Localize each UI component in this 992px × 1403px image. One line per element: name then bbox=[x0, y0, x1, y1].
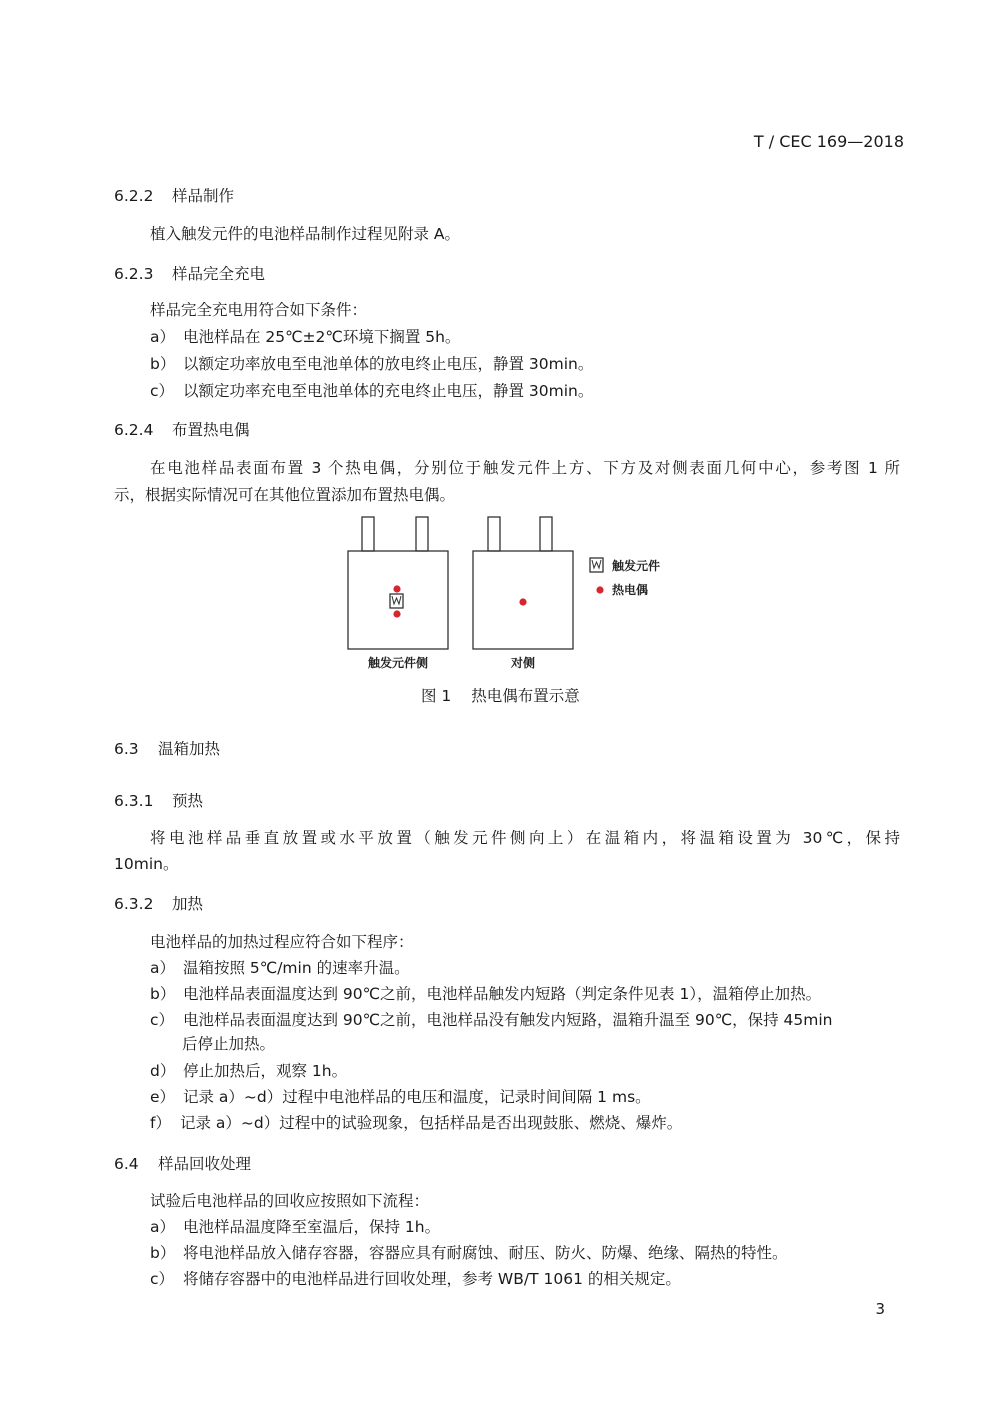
section-number: 6.3.1 bbox=[114, 792, 154, 810]
section-title: 预热 bbox=[172, 792, 204, 810]
list-item bbox=[150, 379, 593, 401]
paragraph: 植入触发元件的电池样品制作过程见附录 A。 bbox=[150, 225, 461, 243]
list-item bbox=[150, 1059, 347, 1081]
list-text: 温箱按照 5℃/min 的速率升温。 bbox=[183, 959, 410, 977]
section-number: 6.3.2 bbox=[114, 895, 154, 913]
figure-number: 图 1 bbox=[421, 687, 452, 705]
section-6-4-heading bbox=[114, 1152, 251, 1174]
section-6-2-3-heading bbox=[114, 262, 265, 284]
trigger-side-label: 触发元件侧 bbox=[367, 656, 429, 670]
list-marker: f） bbox=[150, 1114, 171, 1132]
thermocouple-dot-lower bbox=[393, 610, 400, 617]
list-text: 停止加热后，观察 1h。 bbox=[183, 1062, 348, 1080]
list-item bbox=[150, 1111, 682, 1133]
left-cell-tab-1 bbox=[362, 517, 374, 551]
list-item bbox=[150, 1008, 833, 1030]
section-number: 6.3 bbox=[114, 740, 139, 758]
section-6-2-4-heading bbox=[114, 418, 250, 440]
paragraph-line: 在电池样品表面布置 3 个热电偶，分别位于触发元件上方、下方及对侧表面几何中心，参考图 1 所 bbox=[150, 459, 900, 477]
legend-thermocouple-label: 热电偶 bbox=[612, 583, 649, 597]
list-item bbox=[150, 325, 460, 347]
list-item bbox=[150, 1241, 788, 1263]
list-marker: e） bbox=[150, 1088, 176, 1106]
section-6-3-2-heading bbox=[114, 892, 203, 914]
paragraph-line: 示，根据实际情况可在其他位置添加布置热电偶。 bbox=[114, 486, 456, 504]
right-cell-tab-2 bbox=[540, 517, 552, 551]
legend-thermocouple-dot bbox=[596, 586, 603, 593]
list-text: 以额定功率充电至电池单体的充电终止电压，静置 30min。 bbox=[183, 382, 594, 400]
thermocouple-dot-upper bbox=[393, 585, 400, 592]
list-item bbox=[150, 1085, 651, 1107]
list-item bbox=[150, 956, 410, 978]
trigger-element-icon bbox=[390, 594, 403, 608]
list-marker: c） bbox=[150, 1011, 175, 1029]
section-number: 6.2.4 bbox=[114, 421, 154, 439]
section-title: 温箱加热 bbox=[158, 740, 221, 758]
paragraph: 样品完全充电用符合如下条件： bbox=[150, 301, 368, 319]
list-text: 记录 a）~d）过程中电池样品的电压和温度，记录时间间隔 1 ms。 bbox=[183, 1088, 651, 1106]
section-6-3-1-heading bbox=[114, 789, 203, 811]
legend-trigger-label: 触发元件 bbox=[612, 559, 661, 573]
section-number: 6.4 bbox=[114, 1155, 139, 1173]
section-6-3-heading bbox=[114, 737, 220, 759]
section-title: 样品完全充电 bbox=[172, 265, 266, 283]
list-marker: a） bbox=[150, 959, 175, 977]
list-marker: a） bbox=[150, 328, 175, 346]
list-item-continuation: 后停止加热。 bbox=[182, 1035, 276, 1053]
section-title: 加热 bbox=[172, 895, 204, 913]
list-marker: b） bbox=[150, 1244, 176, 1262]
list-marker: d） bbox=[150, 1062, 176, 1080]
list-item bbox=[150, 352, 593, 374]
opposite-side-label: 对侧 bbox=[510, 656, 536, 670]
paragraph: 电池样品的加热过程应符合如下程序： bbox=[150, 933, 414, 951]
list-text: 将电池样品放入储存容器，容器应具有耐腐蚀、耐压、防火、防爆、绝缘、隔热的特性。 bbox=[183, 1244, 788, 1262]
right-cell-tab-1 bbox=[488, 517, 500, 551]
list-text: 电池样品在 25℃±2℃环境下搁置 5h。 bbox=[183, 328, 461, 346]
thermocouple-layout-figure bbox=[340, 512, 680, 674]
list-text: 电池样品表面温度达到 90℃之前，电池样品触发内短路（判定条件见表 1），温箱停止加热。 bbox=[183, 985, 822, 1003]
left-cell-tab-2 bbox=[416, 517, 428, 551]
list-item bbox=[150, 1267, 681, 1289]
list-text: 电池样品温度降至室温后，保持 1h。 bbox=[183, 1218, 441, 1236]
section-number: 6.2.2 bbox=[114, 187, 154, 205]
section-number: 6.2.3 bbox=[114, 265, 154, 283]
figure-caption bbox=[421, 684, 580, 706]
list-marker: c） bbox=[150, 382, 175, 400]
list-marker: b） bbox=[150, 985, 176, 1003]
list-text: 以额定功率放电至电池单体的放电终止电压，静置 30min。 bbox=[183, 355, 594, 373]
section-title: 布置热电偶 bbox=[172, 421, 250, 439]
list-text: 将储存容器中的电池样品进行回收处理，参考 WB/T 1061 的相关规定。 bbox=[183, 1270, 681, 1288]
list-text: 记录 a）~d）过程中的试验现象，包括样品是否出现鼓胀、燃烧、爆炸。 bbox=[180, 1114, 683, 1132]
trigger-side-cell bbox=[348, 551, 448, 649]
section-title: 样品制作 bbox=[172, 187, 235, 205]
section-title: 样品回收处理 bbox=[158, 1155, 252, 1173]
list-item bbox=[150, 1215, 440, 1237]
list-marker: a） bbox=[150, 1218, 175, 1236]
list-item bbox=[150, 982, 821, 1004]
paragraph-line: 10min。 bbox=[114, 855, 179, 873]
list-marker: b） bbox=[150, 355, 176, 373]
section-6-2-2-heading bbox=[114, 184, 234, 206]
list-text: 电池样品表面温度达到 90℃之前，电池样品没有触发内短路，温箱升温至 90℃，保持 45min bbox=[183, 1011, 833, 1029]
paragraph-line: 将电池样品垂直放置或水平放置（触发元件侧向上）在温箱内，将温箱设置为 30℃，保持 bbox=[150, 829, 900, 847]
figure-title: 热电偶布置示意 bbox=[471, 687, 580, 705]
standard-id: T / CEC 169—2018 bbox=[753, 132, 904, 151]
paragraph: 试验后电池样品的回收应按照如下流程： bbox=[150, 1192, 430, 1210]
legend-trigger-element-icon bbox=[590, 558, 603, 572]
list-marker: c） bbox=[150, 1270, 175, 1288]
page-number: 3 bbox=[875, 1300, 885, 1318]
thermocouple-dot-opposite bbox=[519, 598, 526, 605]
